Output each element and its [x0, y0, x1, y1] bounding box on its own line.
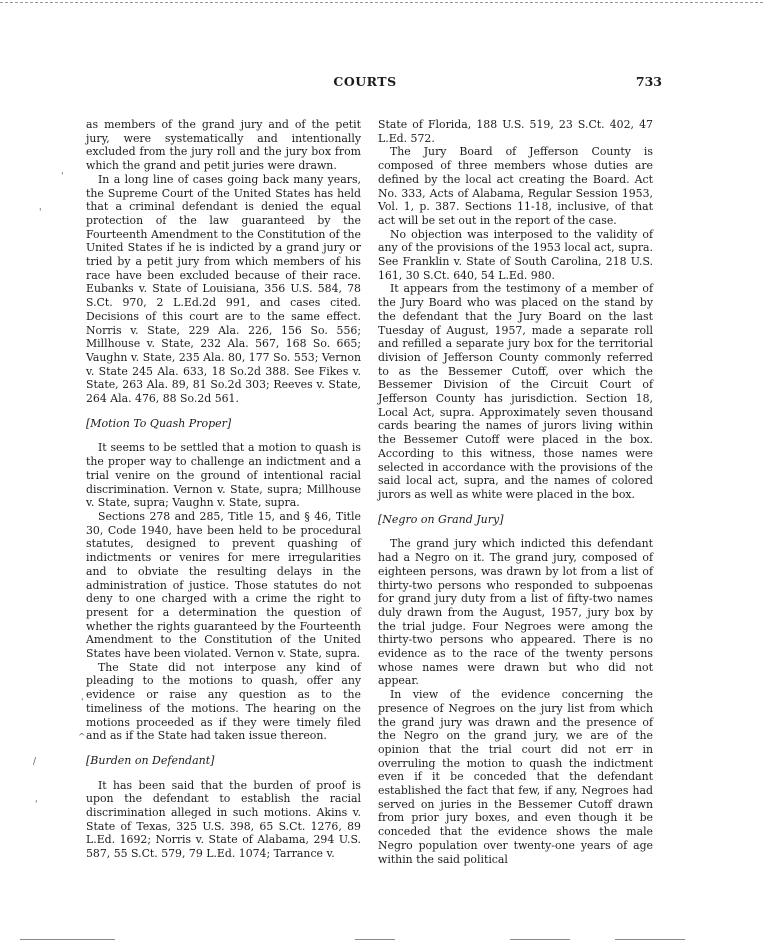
page-number: 733 — [635, 74, 662, 89]
footer-rule — [355, 939, 395, 940]
section-heading: [Motion To Quash Proper] — [86, 416, 232, 430]
footer-rule — [615, 939, 685, 940]
section-heading: [Negro on Grand Jury] — [378, 512, 504, 526]
paragraph: State of Florida, 188 U.S. 519, 23 S.Ct. 402, 47 L.Ed. 572. — [378, 118, 653, 145]
paragraph: In view of the evidence concerning the presence of Negroes on the jury list from which the grand jury was drawn and the presence of the Negro on the grand jury, we are of the opinion that the trial court did not err in overruling the motion to quash the indictment even if it be conceded that the defendant established the fact that few, if any, Negroes had served on juries in the Bessemer Cutoff drawn from prior jury boxes, and even though it be conceded that the evidence shows the male Negro population over twenty-one years of age within the said political — [378, 688, 653, 866]
paragraph: It appears from the testimony of a member of the Jury Board who was placed on the stand by the defendant that the Jury Board on the last Tuesday of August, 1957, made a separate roll and refilled a separate jury box for the territorial division of Jefferson County commonly referred to as the Bessemer Cutoff, over which the Bessemer Division of the Circuit Court of Jefferson County has jurisdiction. Section 18, Local Act, supra. Approximately seven thousand cards bearing the names of jurors living within the Bessemer Cutoff were placed in the box. According to this witness, those names were selected in accordance with the provisions of the said local act, supra, and the names of colored jurors as well as white were placed in the box. — [378, 282, 653, 501]
footer-rule — [510, 939, 570, 940]
paragraph: The grand jury which indicted this defendant had a Negro on it. The grand jury, composed of eighteen persons, was drawn by lot from a list of thirty-two persons who responded to subpoenas for grand jury duty from a list of fifty-two names duly drawn from the August, 1957, jury box by the trial judge. Four Negroes were among the thirty-two persons who appeared. There is no evidence as to the race of the twenty persons whose names were drawn but who did not appear. — [378, 537, 653, 688]
paragraph: The State did not interpose any kind of pleading to the motions to quash, offer any evidence or raise any question as to the timeliness of the motions. The hearing on the motions proceeded as if they were timely filed and as if the State had taken issue thereon. — [86, 660, 361, 743]
margin-mark: ' — [35, 800, 38, 810]
paragraph: In a long line of cases going back many years, the Supreme Court of the United States has held that a criminal defendant is denied the equal protection of the law guaranteed by the Fourteenth Amendment to the Constitution of the United States if he is indicted by a grand jury or tried by a petit jury from which members of his race have been excluded because of their race. Eubanks v. State of Louisiana, 356 U.S. 584, 78 S.Ct. 970, 2 L.Ed.2d 991, and cases cited. Decisions of this court are to the same effect. Norris v. State, 229 Ala. 226, 156 So. 556; Millhouse v. State, 232 Ala. 567, 168 So. 665; Vaughn v. State, 235 Ala. 80, 177 So. 553; Vernon v. State 245 Ala. 633, 18 So.2d 388. See Fikes v. State, 263 Ala. 89, 81 So.2d 303; Reeves v. State, 264 Ala. 476, 88 So.2d 561. — [86, 172, 361, 406]
margin-mark: / — [33, 757, 37, 767]
margin-mark: ' — [39, 208, 42, 218]
paragraph: Sections 278 and 285, Title 15, and § 46, Title 30, Code 1940, have been held to be procedural statutes, designed to prevent quashing of indictments or venires for mere irregularities and to obviate the resulting delays in the administration of justice. Those statutes do not deny to one charged with a crime the right to present for a determination the question of whether the rights guaranteed by the Fourteenth Amendment to the Constitution of the United States have been violated. Vernon v. State, supra. — [86, 509, 361, 661]
margin-mark: ^ — [78, 733, 86, 743]
margin-mark: ' — [81, 698, 84, 708]
paragraph: No objection was interposed to the validity of any of the provisions of the 1953 local act, supra. See Franklin v. State of South Carolina, 218 U.S. 161, 30 S.Ct. 640, 54 L.Ed. 980. — [378, 227, 653, 282]
footer-rule — [20, 939, 115, 940]
paragraph: as members of the grand jury and of the petit jury, were systematically and intentionally excluded from the jury roll and the jury box from which the grand and petit juries were drawn. — [86, 118, 361, 173]
paragraph: It seems to be settled that a motion to quash is the proper way to challenge an indictment and a trial venire on the ground of intentional racial discrimination. Vernon v. State, supra; Millhouse v. State, supra; Vaughn v. State, supra. — [86, 441, 361, 510]
margin-mark: ' — [61, 172, 64, 182]
scan-top-border — [0, 2, 763, 3]
paragraph: It has been said that the burden of proof is upon the defendant to establish the racial discrimination alleged in such motions. Akins v. State of Texas, 325 U.S. 398, 65 S.Ct. 1276, 89 L.Ed. 1692; Norris v. State of Alabama, 294 U.S. 587, 55 S.Ct. 579, 79 L.Ed. 1074; Tarrance v. — [86, 778, 361, 861]
paragraph: The Jury Board of Jefferson County is composed of three members whose duties are defined by the local act creating the Board. Act No. 333, Acts of Alabama, Regular Session 1953, Vol. 1, p. 387. Sections 11-18, inclusive, of that act will be set out in the report of the case. — [378, 145, 653, 227]
running-head: COURTS — [333, 74, 397, 89]
section-heading: [Burden on Defendant] — [86, 753, 215, 767]
left-column — [86, 118, 361, 861]
right-column — [378, 118, 653, 866]
